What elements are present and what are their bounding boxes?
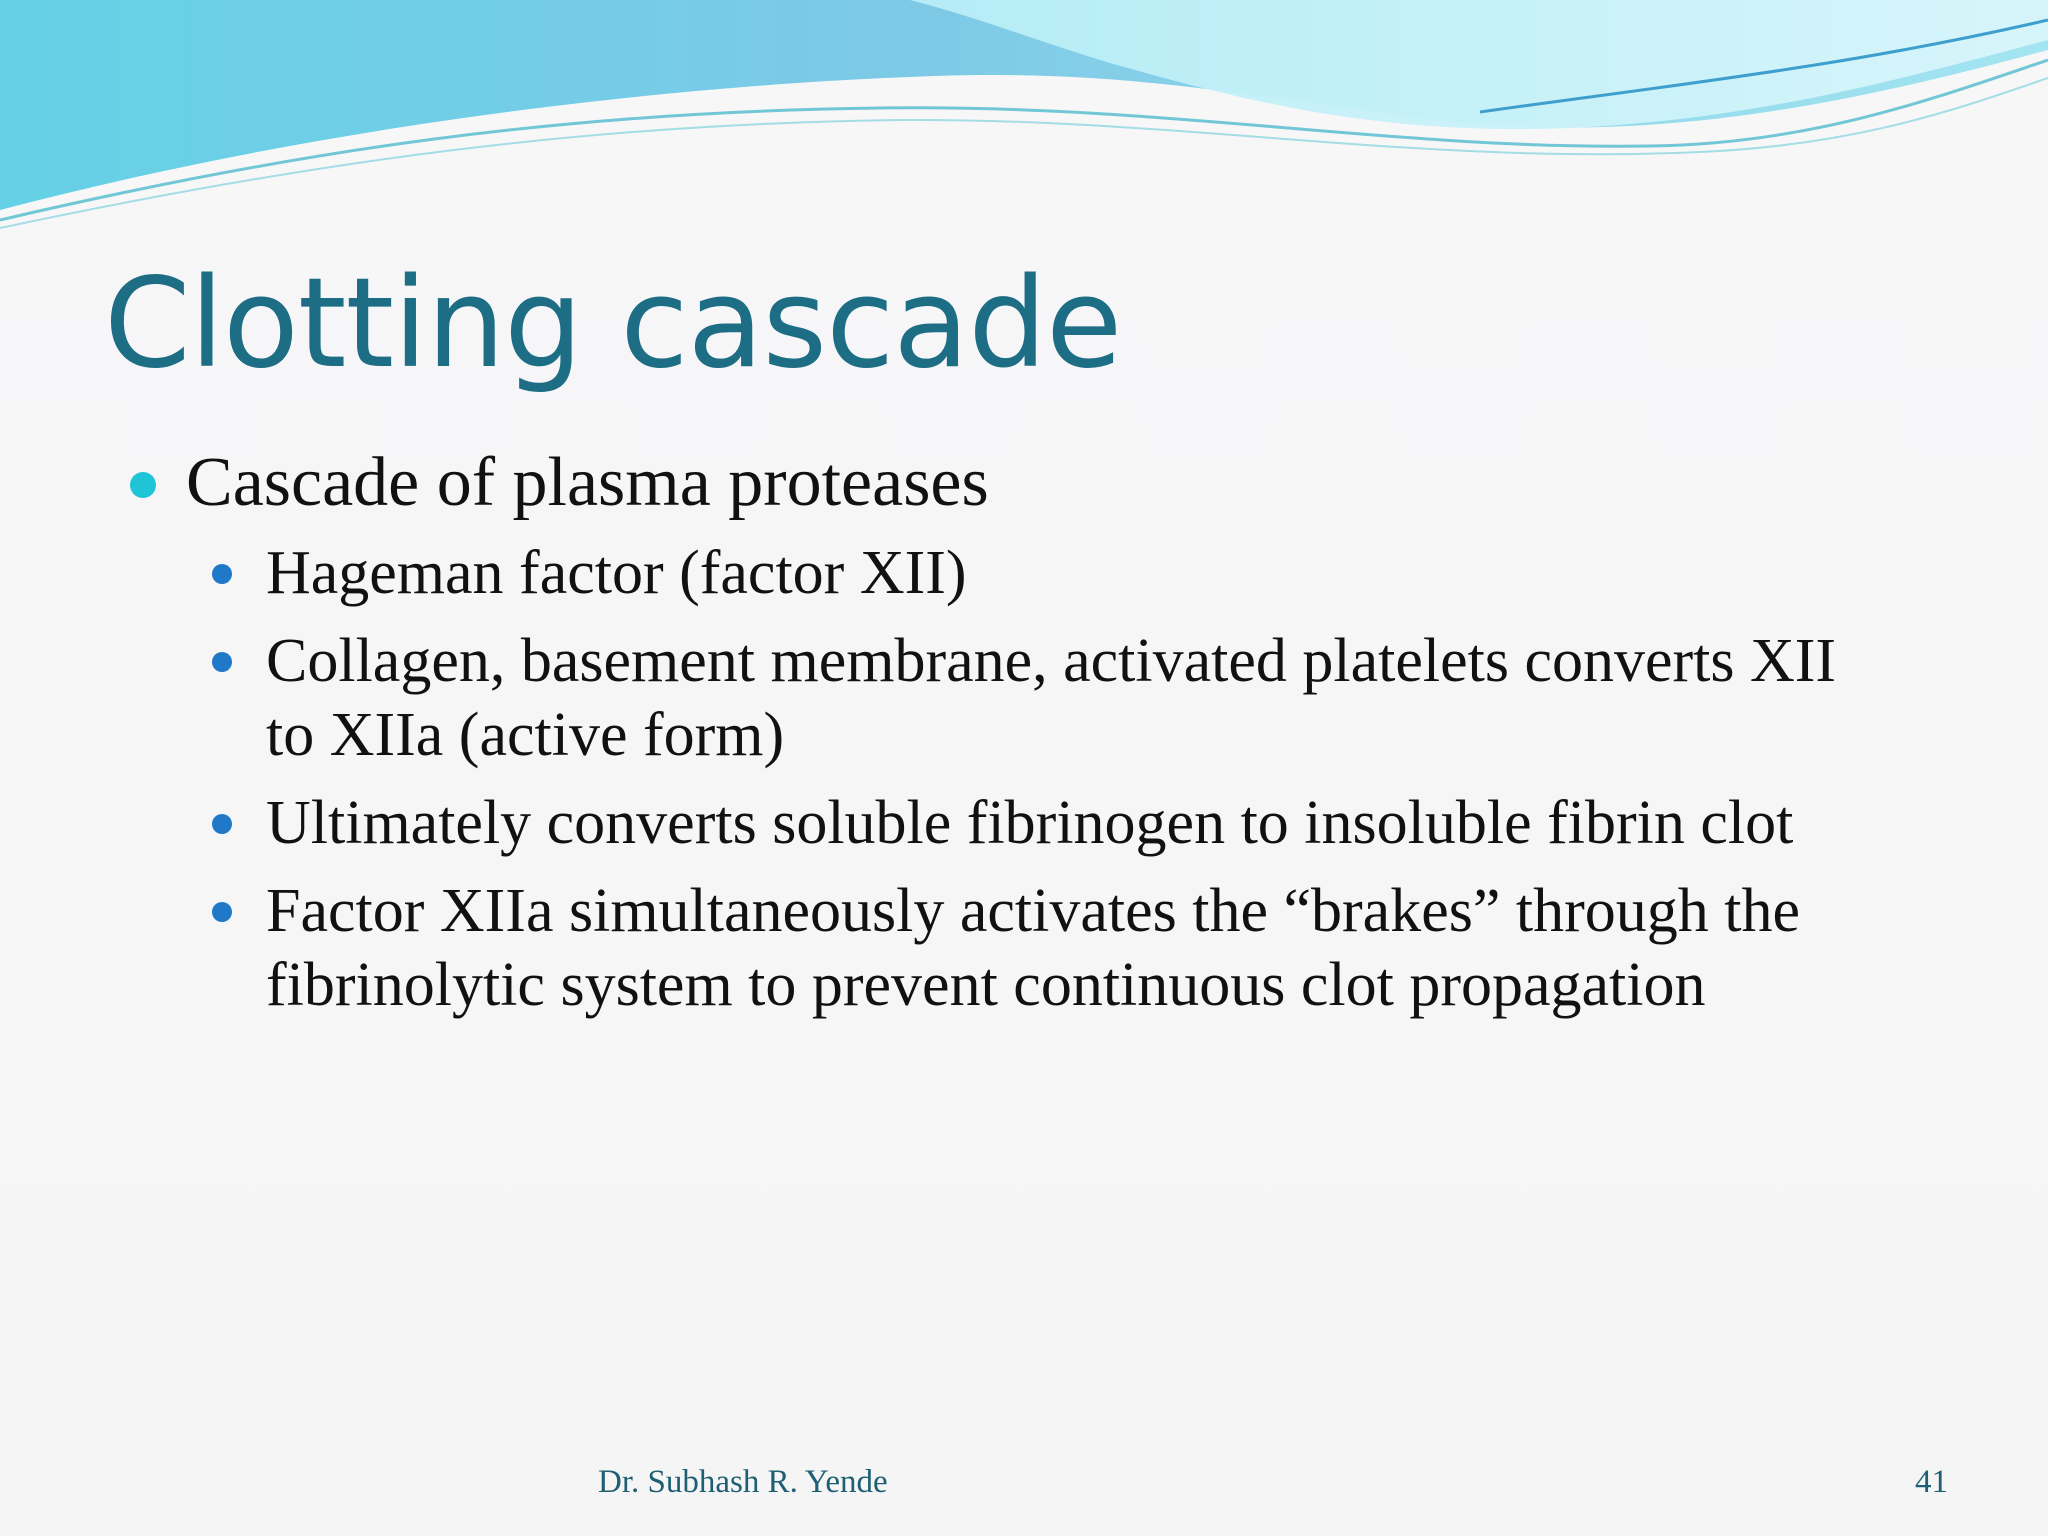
sub-bullet-list bbox=[130, 536, 1880, 1022]
bullet-marker-icon bbox=[130, 472, 156, 498]
sub-bullet bbox=[212, 786, 1880, 860]
sub-bullet-marker-icon bbox=[212, 902, 232, 922]
page-number: 41 bbox=[1915, 1464, 1948, 1500]
sub-bullet bbox=[212, 624, 1880, 772]
sub-bullet-text: Ultimately converts soluble fibrinogen to insoluble fibrin clot bbox=[266, 789, 1794, 857]
sub-bullet-marker-icon bbox=[212, 814, 232, 834]
main-bullet bbox=[130, 440, 1880, 526]
slide-content bbox=[130, 440, 1880, 1036]
sub-bullet-text: Hageman factor (factor XII) bbox=[266, 539, 967, 607]
slide-title: Clotting cascade bbox=[104, 252, 1122, 396]
header-wave-decoration bbox=[0, 0, 2048, 260]
sub-bullet bbox=[212, 874, 1880, 1022]
sub-bullet bbox=[212, 536, 1880, 610]
sub-bullet-marker-icon bbox=[212, 652, 232, 672]
sub-bullet-marker-icon bbox=[212, 564, 232, 584]
main-bullet-text: Cascade of plasma proteases bbox=[186, 444, 989, 521]
sub-bullet-text: Collagen, basement membrane, activated platelets converts XII to XIIa (active form) bbox=[266, 627, 1837, 769]
footer-author: Dr. Subhash R. Yende bbox=[598, 1464, 888, 1500]
sub-bullet-text: Factor XIIa simultaneously activates the “brakes” through the fibrinolytic system to prevent continuous clot propagation bbox=[266, 877, 1800, 1019]
